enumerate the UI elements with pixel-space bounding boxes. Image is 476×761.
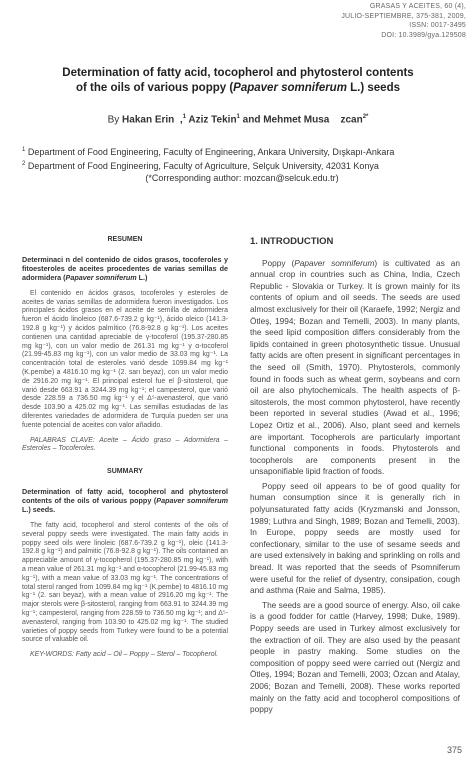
resumen-title-pre: Determinaci n del contenido de cidos grasos, tocoferoles y fitoesteroles de aceites procedentes de varias semillas de adormidera ( [22, 254, 228, 282]
affiliation-2-sup: 2 [22, 161, 26, 167]
author-list: By Hakan Erin ,$^1$ Aziz Tekin$^1$ and Mehmet Musa zcan$^{2*}$ [107, 114, 369, 126]
affiliations [22, 144, 462, 184]
affiliation-1-sup: 1 [22, 147, 26, 153]
summary-heading: SUMMARY [107, 468, 143, 476]
resumen-body: El contenido en ácidos grasos, tocoferoles y esteroles de aceites de varias semillas de adormidera fueron investigados. Los principales ácidos grasos en el aceite de semilla de adormidera fueron el ácido linoleico (687.6-739.2 g kg⁻¹), ácido oleico (141.3-192.8 g kg⁻¹) y ácidos palmítico (76.8-92.8 g kg⁻¹). Los aceites contienen una cantidad apreciable de γ-tocoferol (195.37-280.85 mg kg⁻¹), con un valor medio de 261.31 mg kg⁻¹ y α-tocoferol (21.99-45.83 mg kg⁻¹), con un valor medio de 33.03 mg kg⁻¹. La concentración total de esteroles varió desde 1099.84 mg kg⁻¹ (K.pembe) a 4816.10 mg kg⁻¹ (2. sarı beyaz), con un valor medio de 2916.20 mg kg⁻¹. El principal esterol fue el β-sitosterol, que varió desde 663.91 a 3244.39 mg kg⁻¹; el campesterol, que varió desde 228.59 a 736.50 mg kg⁻¹ y el Δ⁵-avenasterol, que varió desde 103.90 a 425.02 mg kg⁻¹. Las semillas estudiadas de las diferentes variedades de adormidera de Turquía pueden ser una fuente potencial de aceites con valor añadido. [22, 289, 228, 429]
author-3-sup: 2* [362, 114, 369, 120]
resumen-keywords: PALABRAS CLAVE: Aceite – Ácido graso – Adormidera – Esteroles – Tocoferoles. [22, 436, 228, 453]
author-3: and Mehmet Musa [239, 114, 330, 126]
journal-issue: JULIO-SEPTIEMBRE, 375-381, 2009, [341, 12, 466, 20]
intro-p1-italic: Papaver somniferum [294, 257, 375, 268]
author-2-sup: 1 [236, 114, 240, 120]
intro-p1-post: ) is cultivated as an annual crop in countries such as China, India, Czech Republic - Slovakia or Turkey. It is grown mainly for its contents of opium and oil seeds. The seeds are used almost exclusively for their oil (Karaefe, 1992; Nergiz and Ötleş, 1994; Bozan and Temelli, 2003). In many plants, the seed lipid composition differs considerably from the lipids contained in green photosynthetic tissue. Unusual fatty acids are often present in significant percentages in the seed oil (Smith, 1970). Phytosterols, commonly found in foods such as wheat germ, soybeans and corn oil are also phytochemicals. The health aspects of β-sitosterols, the most common phytosterol, have recently been reported in several studies (Awad et al., 1996; Lopez Ortiz et al., 2006). Also, plant seed and kernels are important. Tocopherols are particularly important functional components in foods. Phytosterols and tocopherols are components present in the unsaponifiable lipid fraction of foods. [250, 257, 460, 477]
journal-doi: DOI: 10.3989/gya.129508 [381, 31, 466, 39]
title-line-2-post: L.) seeds [346, 82, 400, 94]
affiliation-2 [22, 158, 462, 172]
summary-keywords: KEY-WORDS: Fatty acid – Oil – Poppy – Sterol – Tocopherol. [30, 651, 219, 659]
resumen-title-post: L.) [136, 272, 148, 282]
title-line-2 [20, 81, 456, 96]
journal-name: GRASAS Y ACEITES, 60 (4), [369, 3, 466, 10]
author-1: Hakan Erin [122, 114, 175, 126]
page-number: 375 [446, 745, 462, 755]
title-line-2-pre: of the oils of various poppy ( [76, 82, 234, 94]
summary-body: The fatty acid, tocopherol and sterol contents of the oils of several poppy seeds were investigated. The main fatty acids in poppy seed oils were linoleic (687.6-739.2 g kg⁻¹), oleic (141.3-192.8 g kg⁻¹) and palmitic (76.8-92.8 g kg⁻¹). The oils contained an appreciable amount of γ-tocopherol (195.37-280.85 mg kg⁻¹), with a mean value of 261.31 mg kg⁻¹ and α-tocopherol (21.99-45.83 mg kg⁻¹), with a mean value of 33.03 mg kg⁻¹. The concentrations of total sterol ranged from 1099.84 mg kg⁻¹ (K.pembe) to 4816.10 mg kg⁻¹ (2. sarı beyaz), with a mean value of 2916.20 mg kg⁻¹. The major sterols were β-sitosterol, ranging from 663.91 to 3244.39 mg kg⁻¹; campesterol, ranging from 228.59 to 736.50 mg kg⁻¹; and Δ⁵-avenasterol, ranging from 103.90 to 425.02 mg kg⁻¹. The studied varieties of poppy seeds from Turkey were found to be a potential source of valuable oil. [22, 521, 228, 644]
summary-title-post: L.) seeds. [22, 504, 56, 514]
intro-paragraph-1 [250, 258, 460, 478]
affiliation-1 [22, 144, 462, 158]
introduction-heading: 1. INTRODUCTION [250, 236, 334, 247]
left-column [22, 236, 228, 660]
affiliation-2-text: Department of Food Engineering, Faculty of Agriculture, Selçuk University, 42031 Konya [25, 161, 379, 171]
author-1-sup: 1 [182, 114, 186, 120]
paper-title [20, 66, 456, 96]
journal-header [341, 2, 466, 40]
summary-title [22, 487, 228, 514]
summary-title-italic: Papaver somniferum [156, 495, 228, 505]
intro-paragraph-2: Poppy seed oil appears to be of good quality for human consumption since it is generally rich in polyunsaturated fatty acids (Kryzmanski and Jonsson, 1989; Luthra and Singh, 1989; Bozan and Temelli, 2003). In Europe, poppy seeds are mostly used for confectionary, similar to the use of sesame seeds and are used extensively in baking and sprinkling on rolls and bread. It was reported that the seeds of Psomniferum were useful for the relief of dysentry, consipation, cough and asthma (Raie and Salma, 1985). [250, 480, 460, 596]
author-prefix: By [107, 114, 123, 126]
summary-title-pre: Determination of fatty acid, tocopherol and phytosterol contents of the oils of various poppy ( [22, 486, 228, 505]
affiliation-1-text: Department of Food Engineering, Faculty of Engineering, Ankara University, Dışkapı-Ankara [25, 147, 395, 157]
title-line-2-italic: Papaver somniferum [233, 82, 347, 94]
author-2: Aziz Tekin [185, 114, 237, 126]
author-3-b: zcan [340, 114, 363, 126]
right-column [250, 236, 460, 719]
resumen-title-italic: Papaver somniferum [65, 272, 137, 282]
intro-p1-pre: Poppy ( [262, 257, 295, 268]
resumen-heading: RESUMEN [107, 236, 143, 243]
corresponding-author: (*Corresponding author: mozcan@selcuk.edu.tr) [145, 173, 339, 183]
title-line-1: Determination of fatty acid, tocopherol and phytosterol contents [62, 67, 414, 79]
intro-paragraph-3: The seeds are a good source of energy. Also, oil cake is a good fodder for cattle (Harvey, 1998; Duke, 1989). Poppy seeds are used in Turkey almost exclusively for the extraction of oil. They are also used by the peasant people in pastry making. Some studies on the composition of poppy seed were carried out (Nergiz and Ötleş, 1994; Bozan and Temelli, 2003; Özcan and Atalay, 2006; Bozan and Temelli, 2008). These works reported mainly on the fatty acid and tocopherol compositions of poppy [250, 599, 460, 715]
resumen-title [22, 255, 228, 282]
journal-issn: ISSN: 0017-3495 [409, 22, 466, 29]
